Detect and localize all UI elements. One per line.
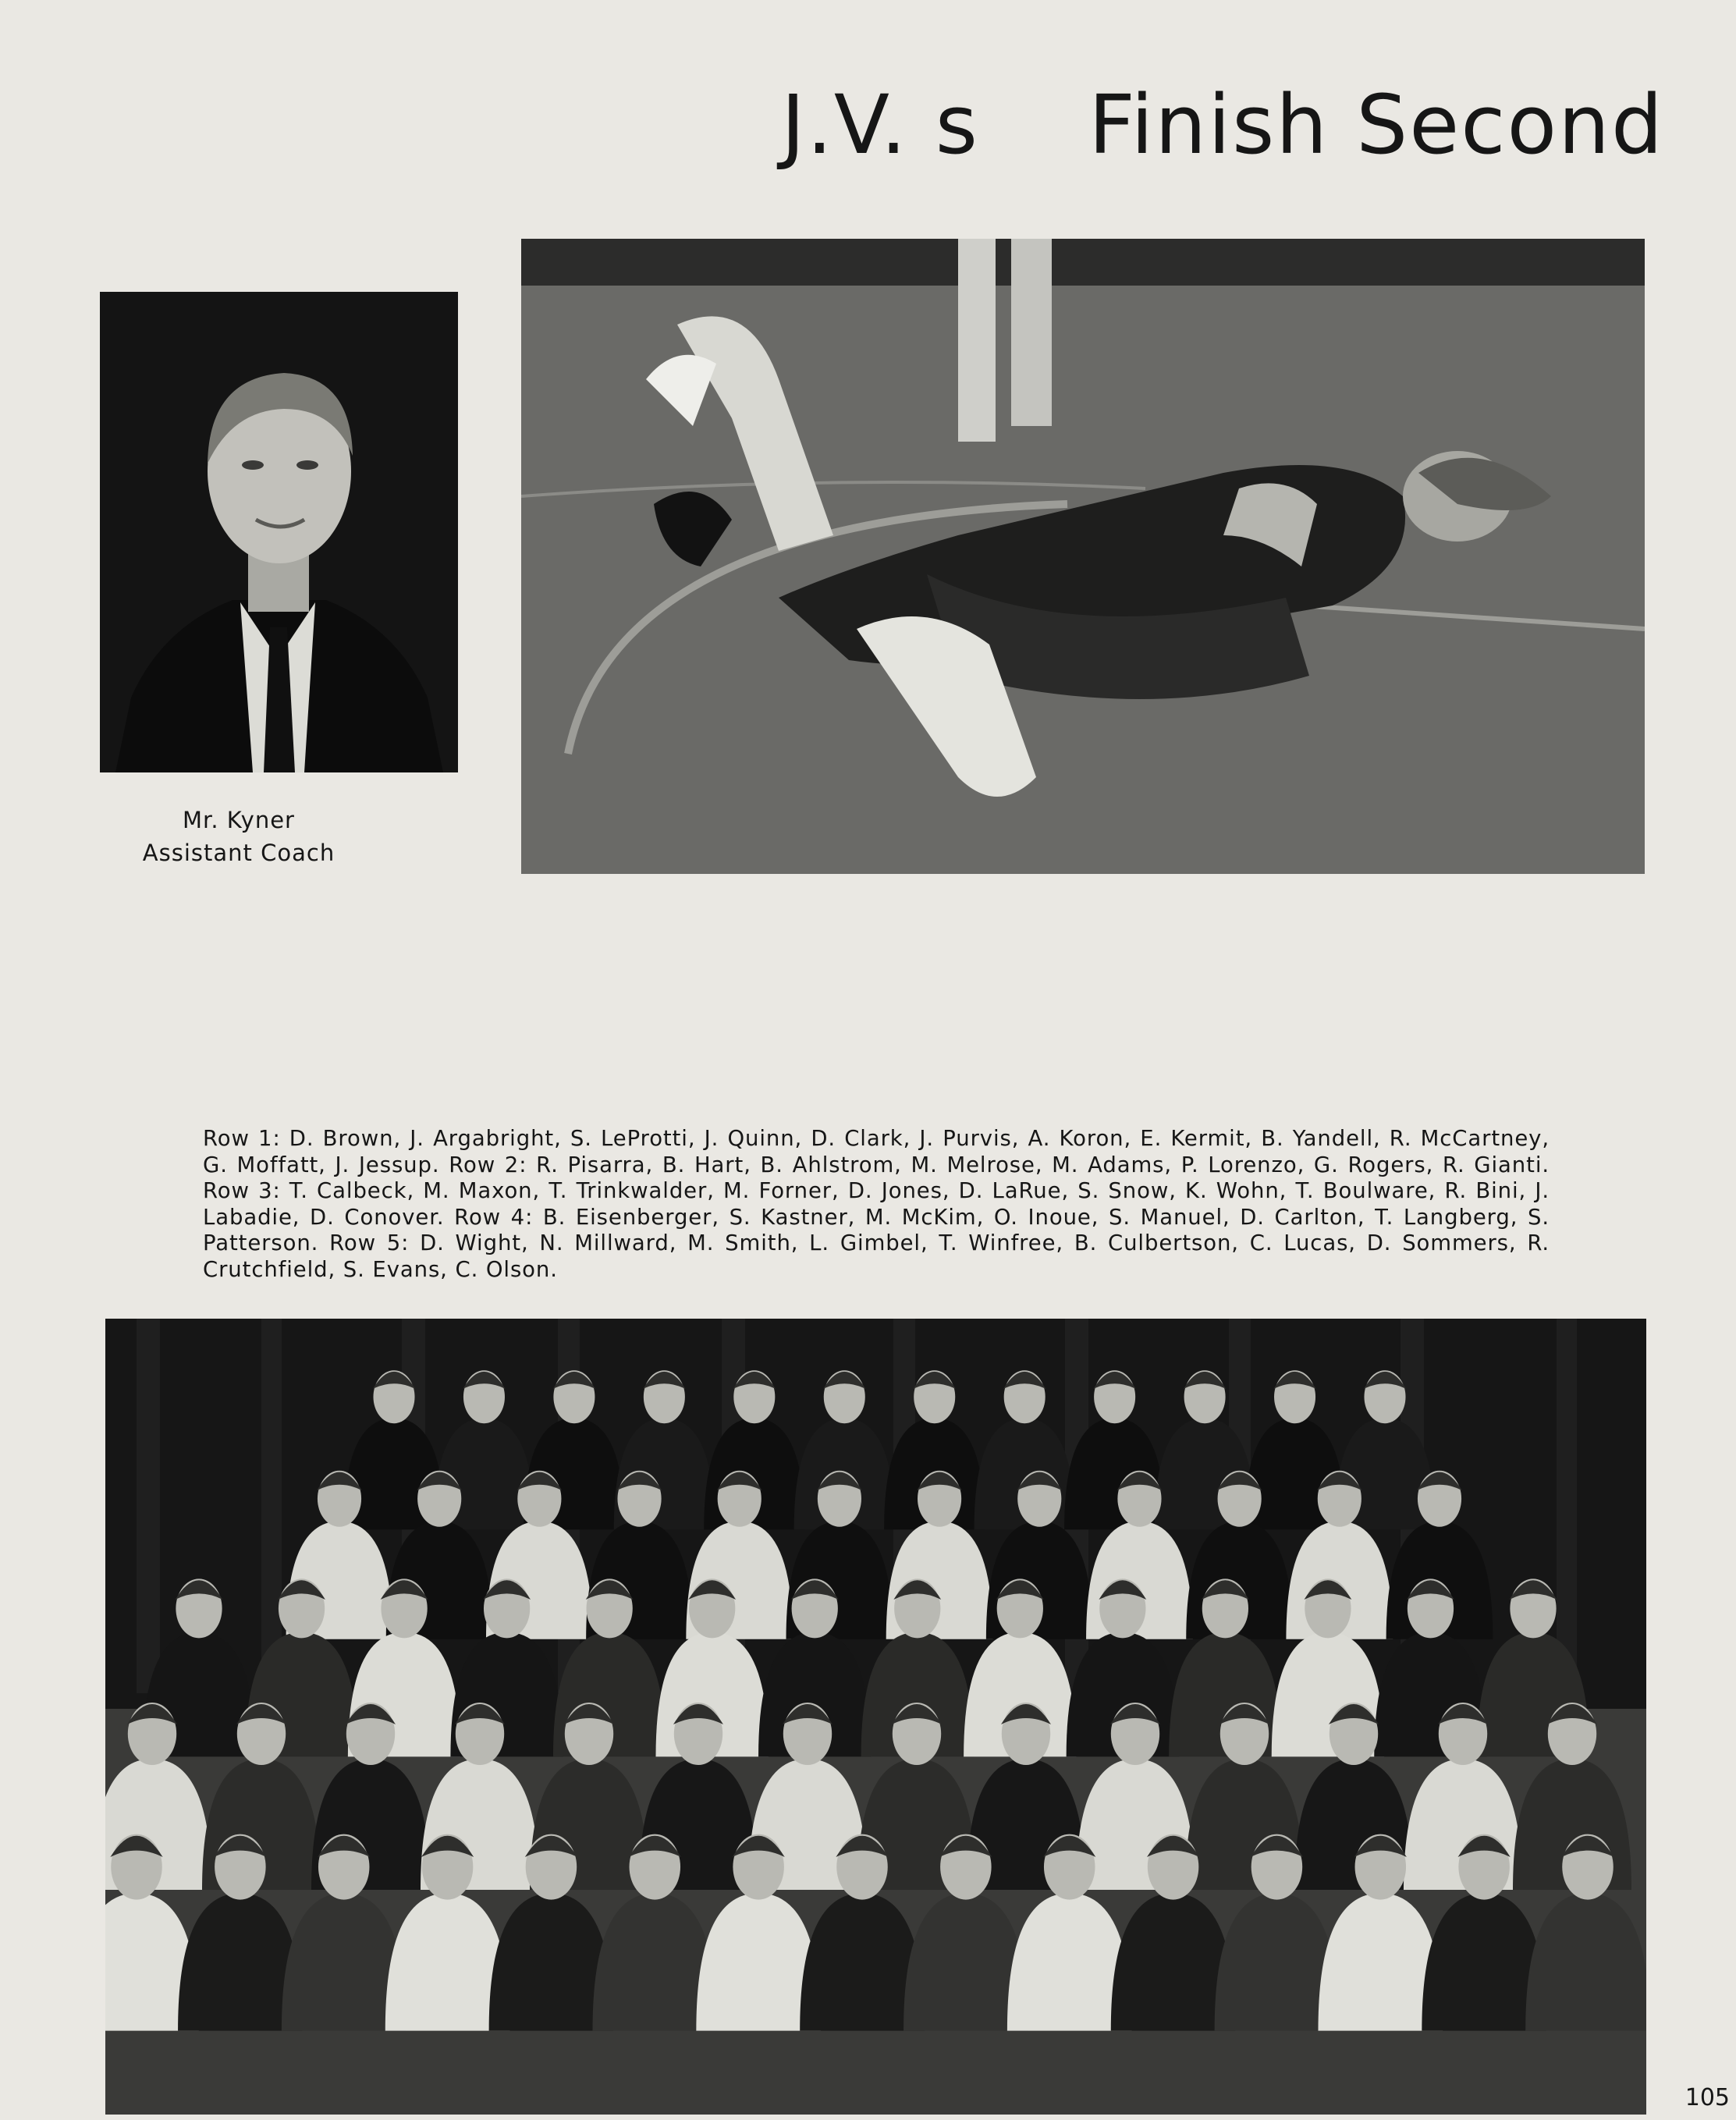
wrestling-action-photo bbox=[521, 239, 1645, 874]
team-group-photo bbox=[105, 1319, 1646, 2115]
coach-portrait-photo bbox=[100, 292, 458, 772]
roster-caption: Row 1: D. Brown, J. Argabright, S. LeProtti, J. Quinn, D. Clark, J. Purvis, A. Koron, E. Kermit, B. Yandell, R. McCartney, G. Moffatt, J. Jessup. Row 2: R. Pisarra, B. Hart, B. Ahlstrom, M. Melrose, M. Adams, P. Lorenzo, G. Rogers, R. Gianti. Row 3: T. Calbeck, M. Maxon, T. Trinkwalder, M. Forner, D. Jones, D. LaRue, S. Snow, K. Wohn, T. Boulware, R. Bini, J. Labadie, D. Conover. Row 4: B. Eisenberger, S. Kastner, M. McKim, O. Inoue, S. Manuel, D. Carlton, T. Langberg, S. Patterson. Row 5: D. Wight, N. Millward, M. Smith, L. Gimbel, T. Winfree, B. Culbertson, C. Lucas, D. Sommers, R. Crutchfield, S. Evans, C. Olson. bbox=[203, 1126, 1550, 1282]
page-title: J.V. s Finish Second bbox=[781, 77, 1664, 172]
coach-name: Mr. Kyner bbox=[183, 807, 295, 833]
coach-role: Assistant Coach bbox=[142, 840, 335, 866]
page-number: 105 bbox=[1685, 2084, 1730, 2111]
coach-caption bbox=[100, 804, 378, 869]
